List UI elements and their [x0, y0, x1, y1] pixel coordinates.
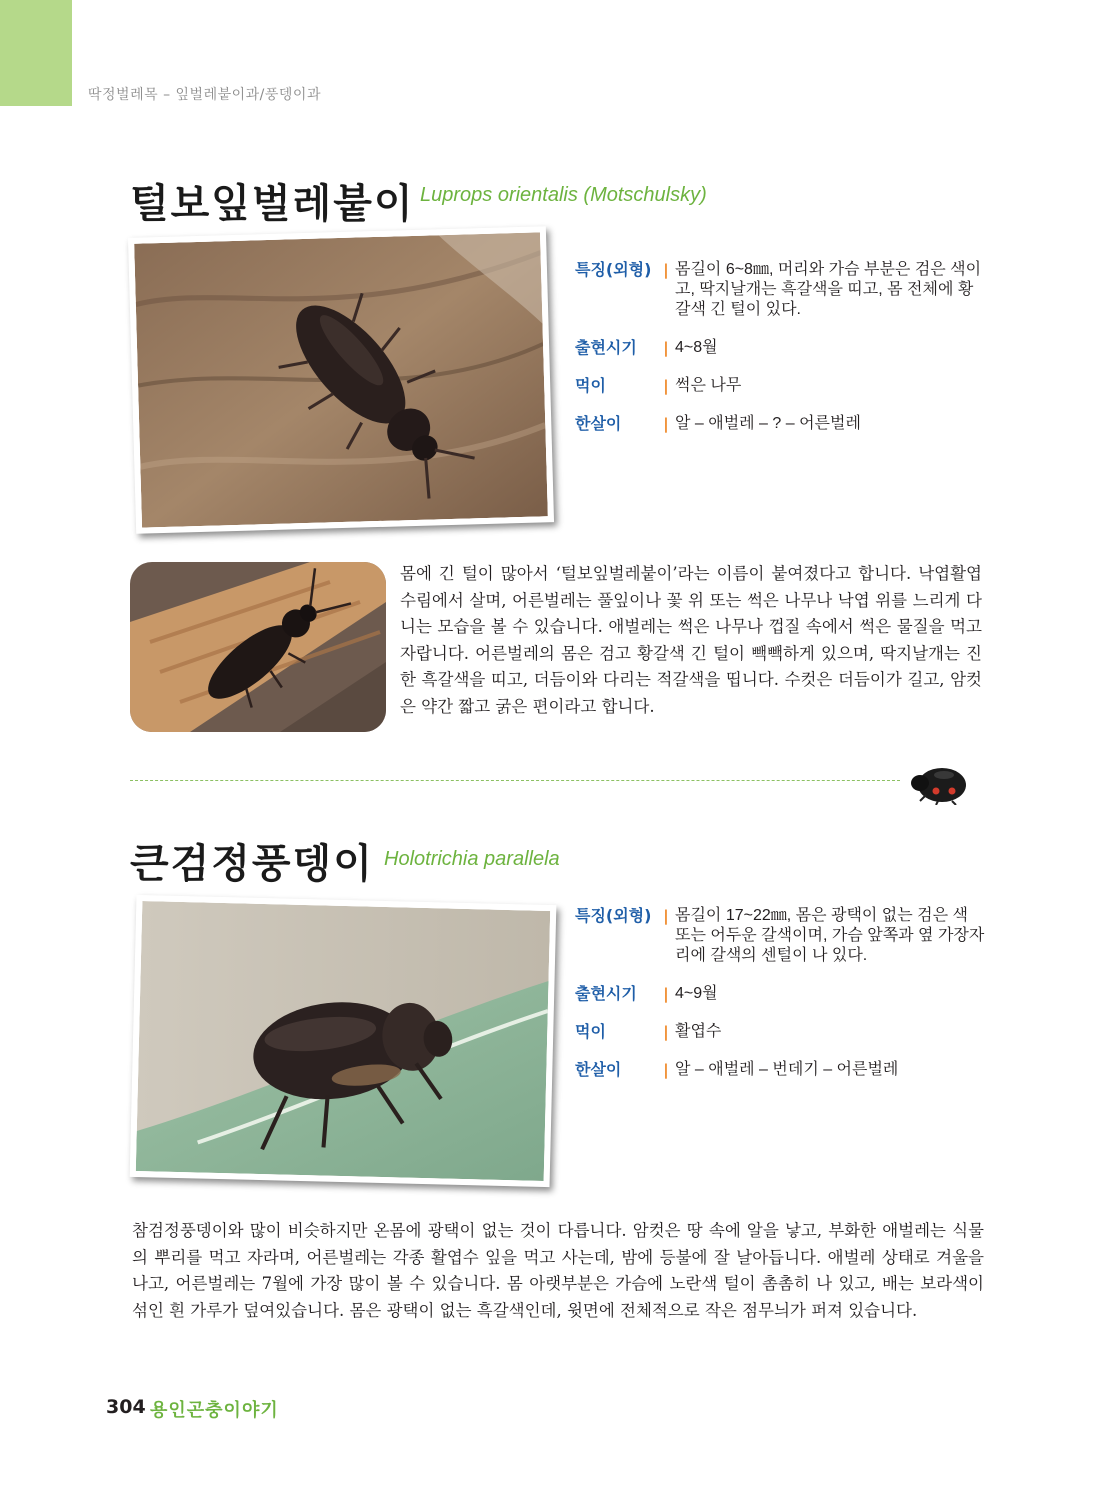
breadcrumb: 딱정벌레목 – 잎벌레붙이과/풍뎅이과 [88, 87, 321, 103]
info-value-food: 활엽수 [675, 1023, 722, 1040]
species-title-ko: 큰검정풍뎅이 [130, 841, 374, 887]
species-title-sci: Holotrichia parallela [384, 848, 560, 870]
info-row-season [575, 338, 985, 358]
info-separator: | [663, 907, 669, 925]
book-title: 용인곤충이야기 [150, 1400, 279, 1421]
species-title-sci: Luprops orientalis (Motschulsky) [420, 184, 707, 206]
info-separator: | [663, 261, 669, 279]
info-row-lifecycle [575, 414, 985, 434]
info-label-lifecycle: 한살이 [575, 1060, 622, 1079]
info-separator: | [663, 1061, 669, 1079]
info-row-lifecycle [575, 1060, 985, 1080]
info-label-food: 먹이 [575, 1022, 606, 1041]
corner-tab [0, 0, 72, 106]
ladybug-icon [908, 761, 972, 805]
info-label-lifecycle: 한살이 [575, 414, 622, 433]
info-label-feature: 특징(외형) [575, 906, 652, 925]
species-photo-secondary [130, 562, 386, 732]
chafer-on-leaf-illustration [136, 901, 550, 1181]
info-value-lifecycle: 알 – 애벌레 – ? – 어른벌레 [675, 415, 861, 432]
section-divider [130, 780, 900, 781]
info-label-season: 출현시기 [575, 984, 637, 1003]
info-separator: | [663, 415, 669, 433]
page-number: 304 [106, 1396, 146, 1418]
info-value-lifecycle: 알 – 애벌레 – 번데기 – 어른벌레 [675, 1061, 899, 1078]
species-description: 몸에 긴 털이 많아서 ‘털보잎벌레붙이’라는 이름이 붙여졌다고 합니다. 낙엽활엽수림에서 살며, 어른벌레는 풀잎이나 꽃 위 또는 썩은 나무나 낙엽 위를 느리게 다니는 모습을 볼 수 있습니다. 애벌레는 썩은 나무나 껍질 속에서 썩은 물질을 먹고 자랍니다. 어른벌레의 몸은 검고 황갈색 긴 털이 빽빽하게 있으며, 딱지날개는 진한 흑갈색을 띠고, 더듬이와 다리는 적갈색을 띱니다. 수컷은 더듬이가 길고, 암컷은 약간 짧고 굵은 편이라고 합니다. [400, 564, 982, 716]
info-value-season: 4~9월 [675, 985, 718, 1002]
info-row-food [575, 1022, 985, 1042]
species-photo-main [128, 226, 554, 534]
info-row-food [575, 376, 985, 396]
info-separator: | [663, 339, 669, 357]
info-separator: | [663, 985, 669, 1003]
beetle-on-wood-illustration [130, 562, 386, 732]
info-label-feature: 특징(외형) [575, 260, 652, 279]
species-photo-main [130, 895, 557, 1187]
info-row-feature [575, 906, 985, 966]
info-row-feature [575, 260, 985, 320]
species-info-box [575, 260, 995, 440]
info-separator: | [663, 1023, 669, 1041]
beetle-on-bark-illustration [134, 232, 548, 527]
info-value-season: 4~8월 [675, 339, 718, 356]
info-label-food: 먹이 [575, 376, 606, 395]
info-row-season [575, 984, 985, 1004]
info-separator: | [663, 377, 669, 395]
info-value-feature: 몸길이 6~8㎜, 머리와 가슴 부분은 검은 색이고, 딱지날개는 흑갈색을 띠고, 몸 전체에 황갈색 긴 털이 있다. [675, 261, 982, 318]
species-description: 참검정풍뎅이와 많이 비슷하지만 온몸에 광택이 없는 것이 다릅니다. 암컷은 땅 속에 알을 낳고, 부화한 애벌레는 식물의 뿌리를 먹고 자라며, 어른벌레는 각종 활엽수 잎을 먹고 사는데, 밤에 등불에 잘 날아듭니다. 애벌레 상태로 겨울을 나고, 어른벌레는 7월에 가장 많이 볼 수 있습니다. 몸 아랫부분은 가슴에 노란색 털이 촘촘히 나 있고, 배는 보라색이 섞인 흰 가루가 덮여있습니다. 몸은 광택이 없는 흑갈색인데, 윗면에 전체적으로 작은 점무늬가 퍼져 있습니다. [132, 1221, 984, 1320]
info-value-feature: 몸길이 17~22㎜, 몸은 광택이 없는 검은 색 또는 어두운 갈색이며, 가슴 앞쪽과 옆 가장자리에 갈색의 센털이 나 있다. [675, 907, 985, 964]
info-label-season: 출현시기 [575, 338, 637, 357]
species-title-ko: 털보잎벌레붙이 [130, 181, 415, 227]
info-value-food: 썩은 나무 [675, 377, 742, 394]
species-info-box [575, 906, 995, 1086]
